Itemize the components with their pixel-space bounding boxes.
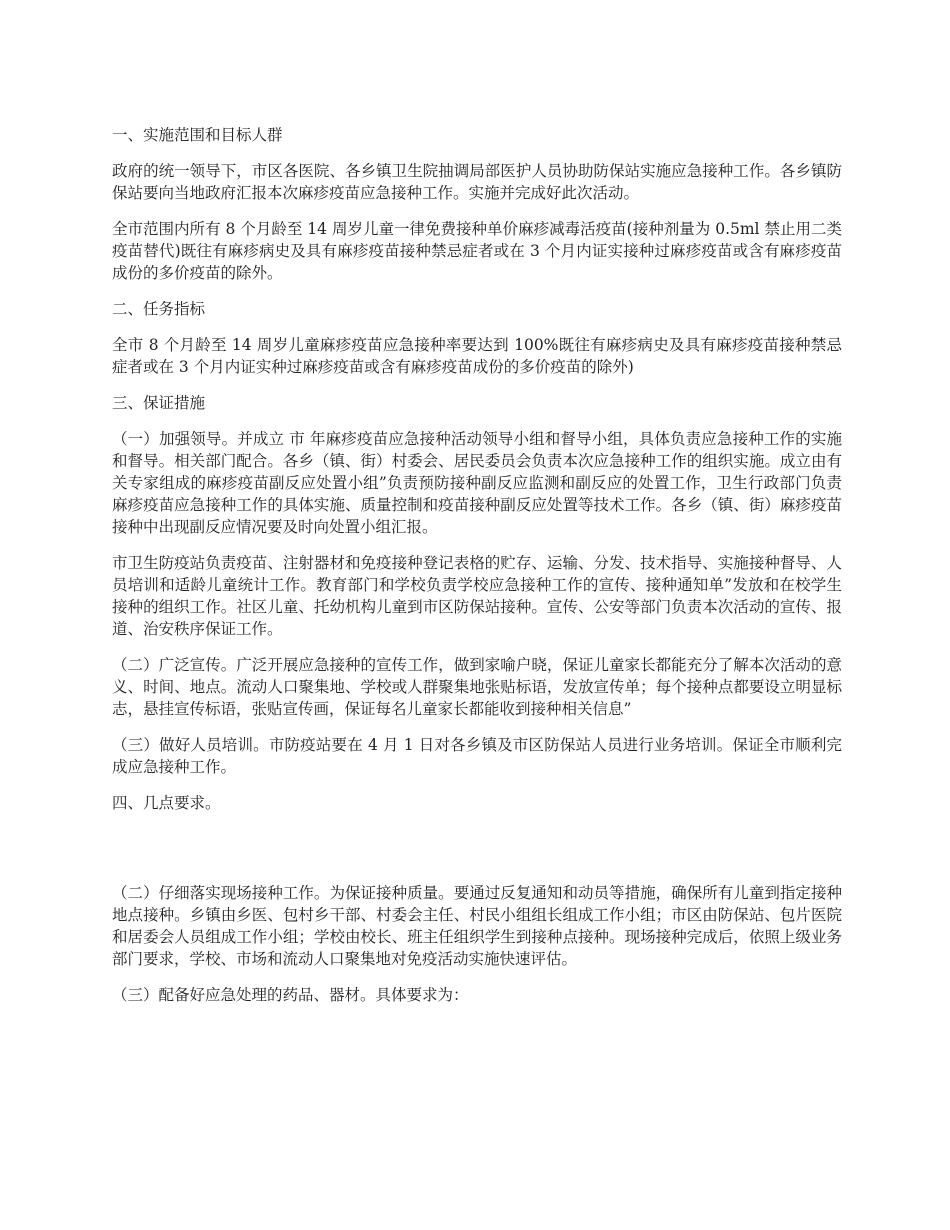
paragraph-publicity: （二）广泛宣传。广泛开展应急接种的宣传工作，做到家喻户晓，保证儿童家长都能充分了解本次活动的意义、时间、地点。流动人口聚集地、学校或人群聚集地张贴标语，发放宣传单；每个接种点都要设立明显标志，悬挂宣传标语，张贴宣传画，保证每名儿童家长都能收到接种相关信息” bbox=[112, 656, 842, 718]
section-heading-scope: 一、实施范围和目标人群 bbox=[112, 126, 283, 144]
section-heading-task-indicators: 二、任务指标 bbox=[112, 300, 206, 318]
document-body bbox=[112, 124, 842, 1020]
paragraph-onsite-vaccination: （二）仔细落实现场接种工作。为保证接种质量。要通过反复通知和动员等措施，确保所有儿童到指定接种地点接种。乡镇由乡医、包村乡干部、村委会主任、村民小组组长组成工作小组；市区由防保站、包片医院和居委会人员组成工作小组；学校由校长、班主任组织学生到接种点接种。现场接种完成后，依照上级业务部门要求，学校、市场和流动人口聚集地对免疫活动实施快速评估。 bbox=[112, 884, 842, 968]
paragraph-leadership-intro: 政府的统一领导下，市区各医院、各乡镇卫生院抽调局部医护人员协助防保站实施应急接种工作。各乡镇防保站要向当地政府汇报本次麻疹疫苗应急接种工作。实施并完成好此次活动。 bbox=[112, 162, 842, 202]
paragraph-epidemic-station-duties: 市卫生防疫站负责疫苗、注射器材和免疫接种登记表格的贮存、运输、分发、技术指导、实施接种督导、人员培训和适龄儿童统计工作。教育部门和学校负责学校应急接种工作的宣传、接种通知单”发放和在校学生接种的组织工作。社区儿童、托幼机构儿童到市区防保站接种。宣传、公安等部门负责本次活动的宣传、报道、治安秩序保证工作。 bbox=[112, 554, 842, 638]
paragraph-coverage-target: 全市 8 个月龄至 14 周岁儿童麻疹疫苗应急接种率要达到 100%既往有麻疹病史及具有麻疹疫苗接种禁忌症者或在 3 个月内证实种过麻疹疫苗或含有麻疹疫苗成份的多价疫苗的除外) bbox=[112, 336, 842, 376]
paragraph-emergency-supplies: （三）配备好应急处理的药品、器材。具体要求为： bbox=[112, 986, 469, 1004]
blank-spacer bbox=[112, 828, 842, 882]
section-heading-measures: 三、保证措施 bbox=[112, 394, 206, 412]
paragraph-strengthen-leadership: （一）加强领导。并成立 市 年麻疹疫苗应急接种活动领导小组和督导小组，具体负责应急接种工作的实施和督导。相关部门配合。各乡（镇、街）村委会、居民委员会负责本次应急接种工作的组织实施。成立由有关专家组成的麻疹疫苗副反应处置小组”负责预防接种副反应监测和副反应的处置工作，卫生行政部门负责麻疹疫苗应急接种工作的具体实施、质量控制和疫苗接种副反应处置等技术工作。各乡（镇、街）麻疹疫苗接种中出现副反应情况要及时向处置小组汇报。 bbox=[112, 430, 842, 536]
section-heading-requirements: 四、几点要求。 bbox=[112, 794, 221, 812]
paragraph-target-population: 全市范围内所有 8 个月龄至 14 周岁儿童一律免费接种单价麻疹减毒活疫苗(接种剂量为 0.5ml 禁止用二类疫苗替代)既往有麻疹病史及具有麻疹疫苗接种禁忌症者或在 3 个月内证实接种过麻疹疫苗或含有麻疹疫苗成份的多价疫苗的除外。 bbox=[112, 220, 842, 282]
paragraph-staff-training: （三）做好人员培训。市防疫站要在 4 月 1 日对各乡镇及市区防保站人员进行业务培训。保证全市顺利完成应急接种工作。 bbox=[112, 736, 842, 776]
